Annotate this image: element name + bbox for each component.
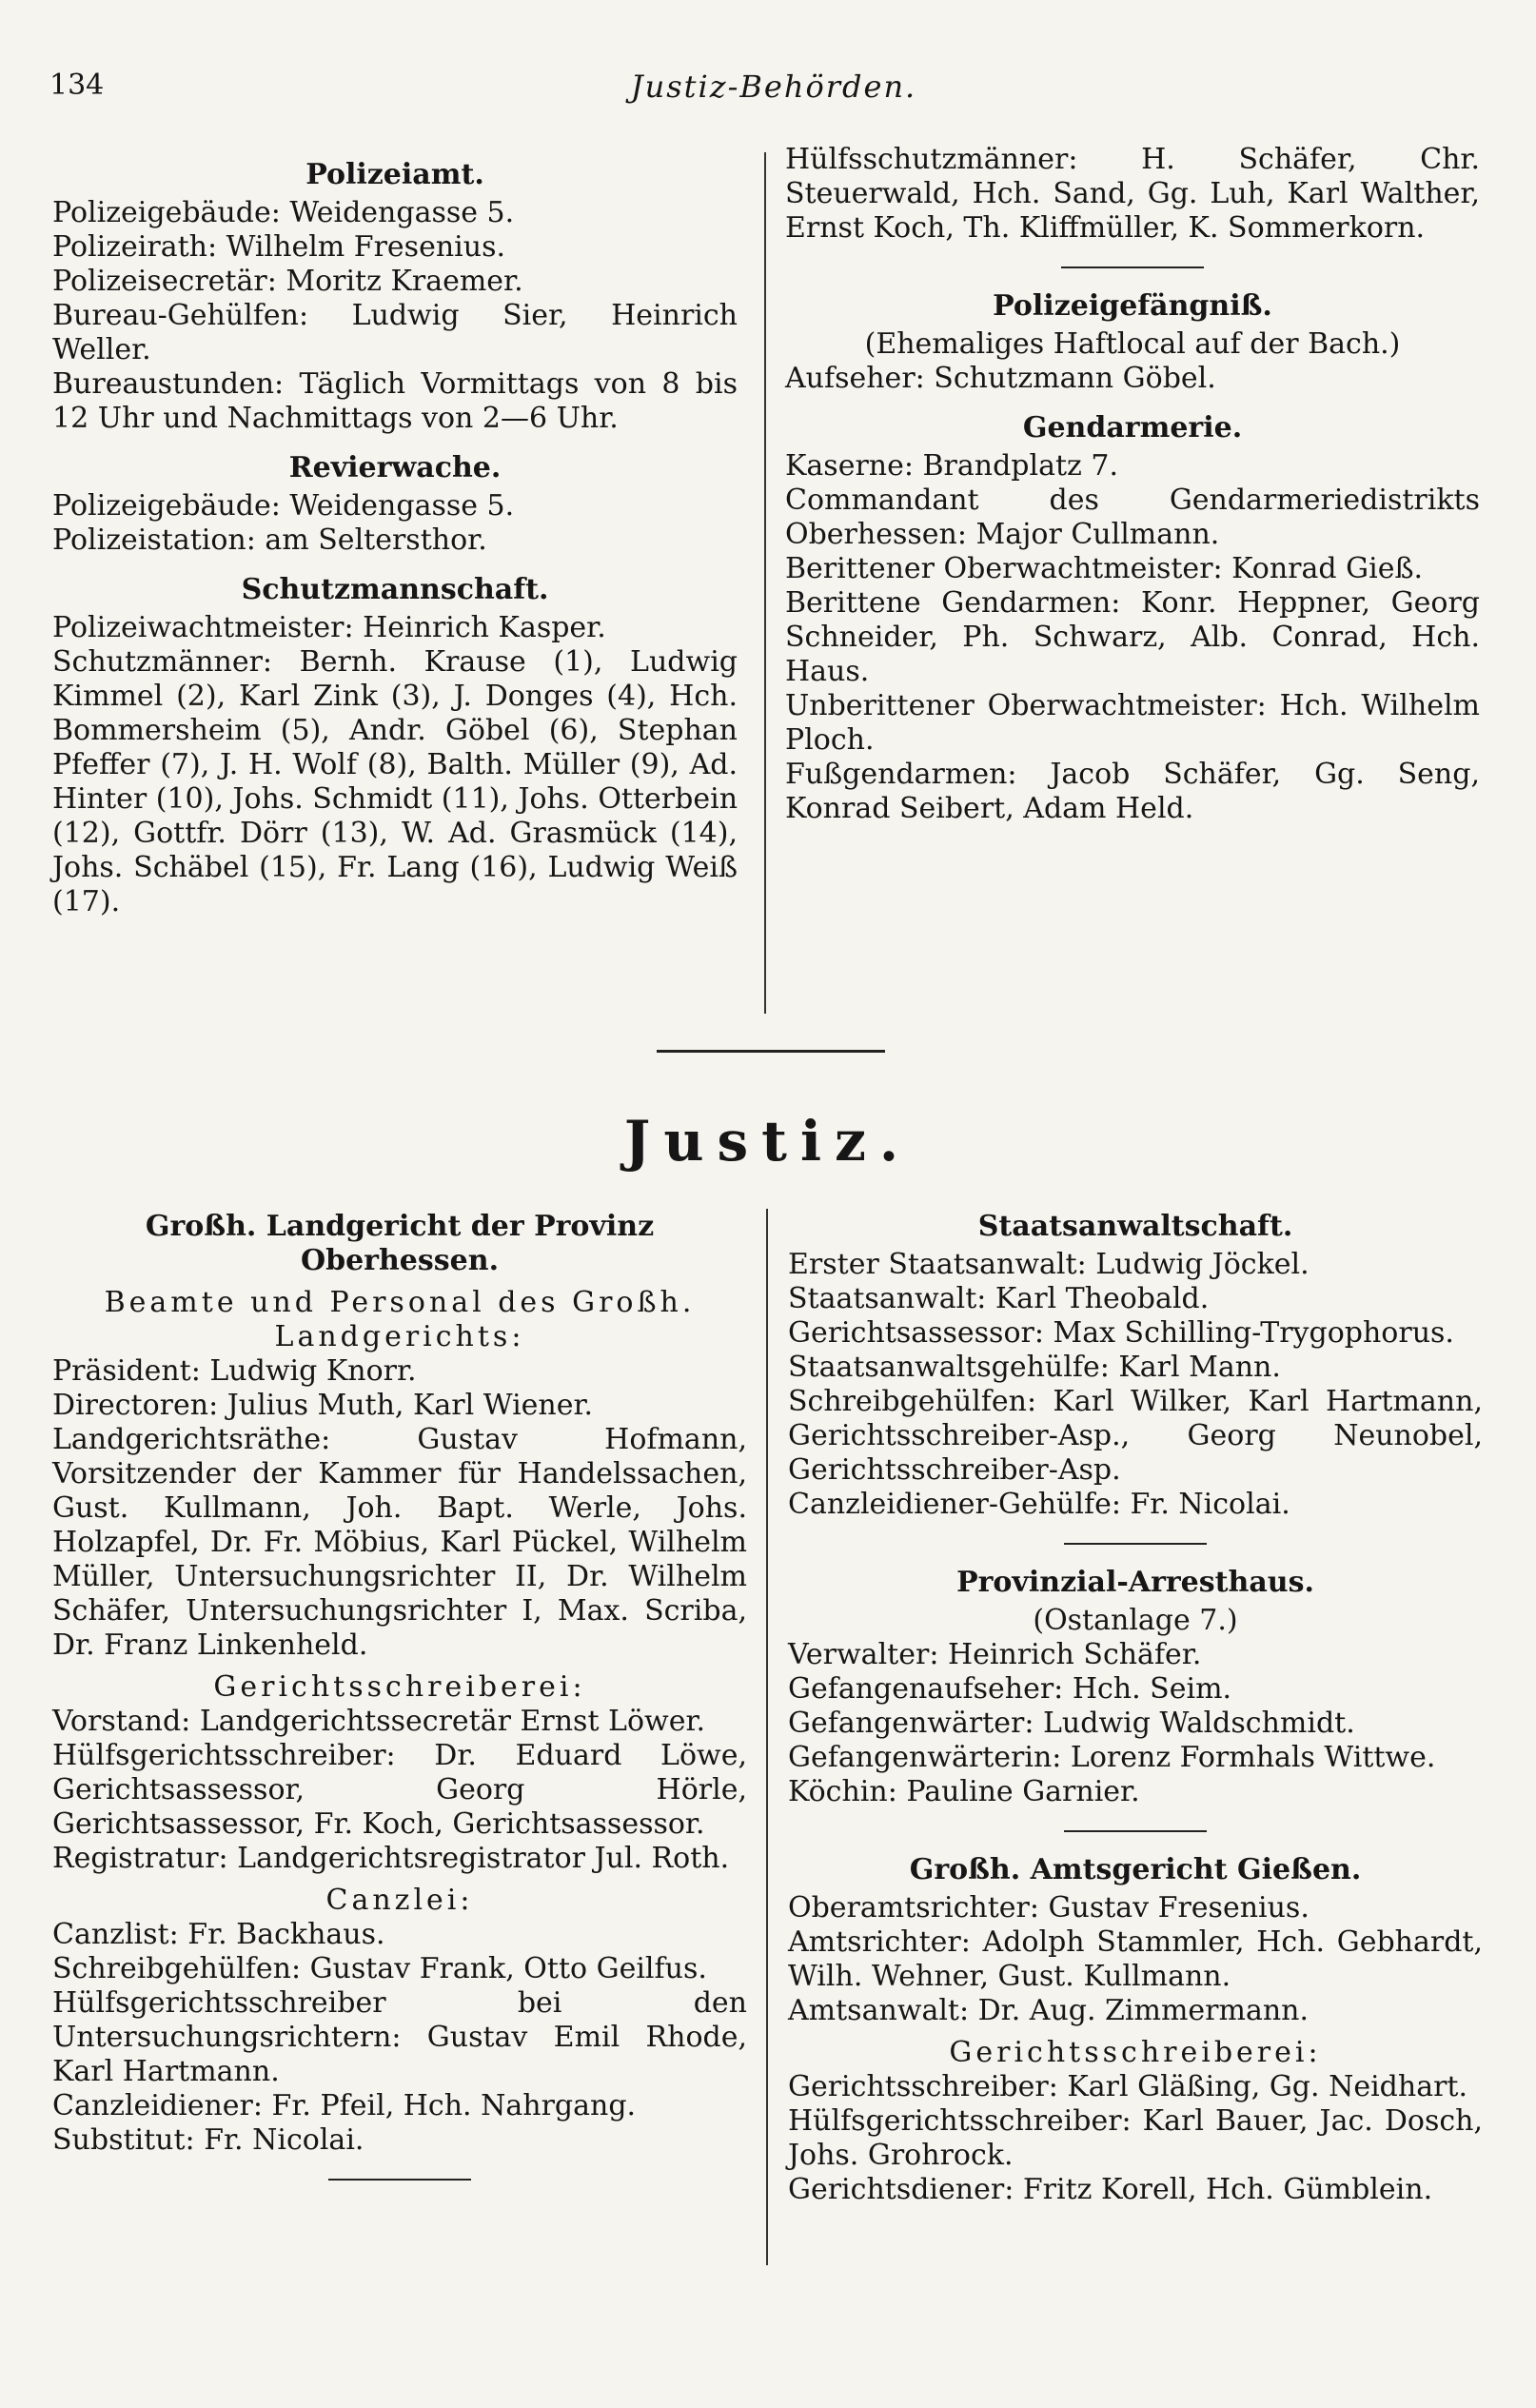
centered-note: (Ehemaliges Haftlocal auf der Bach.) — [864, 327, 1401, 361]
entry-line: Polizeisecretär: Moritz Kraemer. — [52, 265, 523, 298]
entry-line: Polizeistation: am Seltersthor. — [52, 523, 487, 557]
entry-line: Amtsrichter: Adolph Stammler, Hch. Gebhardt, Wilh. Wehner, Gust. Kullmann. — [788, 1925, 1483, 1993]
entry-line: Polizeigebäude: Weidengasse 5. — [52, 196, 515, 229]
entry-line: Hülfsschutzmänner: H. Schäfer, Chr. Steuerwald, Hch. Sand, Gg. Luh, Karl Walther, Ernst Koch, Th. Kliffmüller, K. Sommerkorn. — [785, 143, 1480, 245]
left-column-top — [52, 143, 738, 919]
entry-line: Präsident: Ludwig Knorr. — [52, 1354, 417, 1388]
entry-line: Gefangenwärterin: Lorenz Formhals Wittwe. — [788, 1741, 1436, 1774]
running-title: Justiz-Behörden. — [630, 69, 917, 105]
section-heading: Provinzial-Arresthaus. — [956, 1566, 1314, 1599]
left-column-bottom — [52, 1194, 747, 2201]
entry-line: Hülfsgerichtsschreiber: Karl Bauer, Jac. Dosch, Johs. Grohrock. — [788, 2104, 1483, 2172]
column-divider-top — [764, 152, 766, 1014]
entry-line: Aufseher: Schutzmann Göbel. — [785, 362, 1216, 395]
separator-rule — [328, 2179, 471, 2181]
entry-line: Landgerichtsräthe: Gustav Hofmann, Vorsitzender der Kammer für Handelssachen, Gust. Kullmann, Joh. Bapt. Werle, Johs. Holzapfel, Dr. Fr. Möbius, Karl Pückel, Wilhelm Müller, Untersuchungsrichter II, Dr. Wilhelm Schäfer, Untersuchungsrichter I, Max. Scriba, Dr. Franz Linkenheld. — [52, 1423, 747, 1662]
section-rule — [657, 1050, 885, 1053]
entry-line: Vorstand: Landgerichtssecretär Ernst Löwer. — [52, 1705, 706, 1738]
entry-line: Oberamtsrichter: Gustav Fresenius. — [788, 1891, 1310, 1924]
entry-line: Fußgendarmen: Jacob Schäfer, Gg. Seng, Konrad Seibert, Adam Held. — [785, 758, 1480, 825]
entry-line: Substitut: Fr. Nicolai. — [52, 2123, 364, 2157]
section-heading: Polizeiamt. — [305, 158, 484, 191]
entry-line: Polizeirath: Wilhelm Fresenius. — [52, 230, 506, 264]
section-heading: Großh. Amtsgericht Gießen. — [909, 1853, 1362, 1886]
entry-line: Schreibgehülfen: Karl Wilker, Karl Hartmann, Gerichtsschreiber-Asp., Georg Neunobel, Gerichtsschreiber-Asp. — [788, 1385, 1483, 1487]
entry-line: Köchin: Pauline Garnier. — [788, 1775, 1140, 1808]
entry-line: Registratur: Landgerichtsregistrator Jul. Roth. — [52, 1842, 730, 1875]
subheading: Beamte und Personal des Großh. Landgerichts: — [104, 1286, 696, 1353]
entry-line: Gerichtsassessor: Max Schilling-Trygophorus. — [788, 1316, 1454, 1350]
entry-line: Berittener Oberwachtmeister: Konrad Gieß. — [785, 552, 1424, 585]
subheading: Canzlei: — [325, 1884, 474, 1917]
centered-note: (Ostanlage 7.) — [1033, 1604, 1238, 1637]
subheading: Gerichtsschreiberei: — [213, 1670, 586, 1704]
section-heading: Revierwache. — [288, 451, 502, 484]
entry-line: Schreibgehülfen: Gustav Frank, Otto Geilfus. — [52, 1952, 707, 1985]
entry-line: Hülfsgerichtsschreiber: Dr. Eduard Löwe, Gerichtsassessor, Georg Hörle, Gerichtsassessor, Fr. Koch, Gerichtsassessor. — [52, 1739, 747, 1841]
entry-line: Staatsanwalt: Karl Theobald. — [788, 1282, 1210, 1315]
section-heading: Großh. Landgericht der Provinz Oberhessen. — [145, 1210, 655, 1277]
entry-line: Canzleidiener: Fr. Pfeil, Hch. Nahrgang. — [52, 2089, 637, 2122]
page-header — [49, 69, 1498, 116]
entry-line: Commandant des Gendarmeriedistrikts Oberhessen: Major Cullmann. — [785, 484, 1480, 551]
entry-line: Hülfsgerichtsschreiber bei den Untersuchungsrichtern: Gustav Emil Rhode, Karl Hartmann. — [52, 1986, 747, 2088]
section-heading: Gendarmerie. — [1022, 411, 1243, 444]
entry-line: Gefangenaufseher: Hch. Seim. — [788, 1672, 1232, 1706]
separator-rule — [1061, 266, 1204, 268]
entry-line: Gerichtsdiener: Fritz Korell, Hch. Gümblein. — [788, 2173, 1433, 2206]
subheading: Gerichtsschreiberei: — [949, 2036, 1322, 2069]
section-title: Justiz. — [623, 1109, 913, 1174]
entry-line: Staatsanwaltsgehülfe: Karl Mann. — [788, 1351, 1281, 1384]
entry-line: Schutzmänner: Bernh. Krause (1), Ludwig Kimmel (2), Karl Zink (3), J. Donges (4), Hch. Bommersheim (5), Andr. Göbel (6), Stephan Pfeffer (7), J. H. Wolf (8), Balth. Müller (9), Ad. Hinter (10), Johs. Schmidt (11), Johs. Otterbein (12), Gottfr. Dörr (13), W. Ad. Grasmück (14), Johs. Schäbel (15), Fr. Lang (16), Ludwig Weiß (17). — [52, 645, 738, 918]
entry-line: Canzlist: Fr. Backhaus. — [52, 1918, 385, 1951]
page-number: 134 — [49, 69, 105, 102]
entry-line: Verwalter: Heinrich Schäfer. — [788, 1638, 1202, 1671]
entry-line: Directoren: Julius Muth, Karl Wiener. — [52, 1389, 594, 1422]
entry-line: Unberittener Oberwachtmeister: Hch. Wilhelm Ploch. — [785, 689, 1480, 757]
entry-line: Erster Staatsanwalt: Ludwig Jöckel. — [788, 1248, 1310, 1281]
separator-rule — [1064, 1830, 1207, 1832]
entry-line: Bureaustunden: Täglich Vormittags von 8 bis 12 Uhr und Nachmittags von 2—6 Uhr. — [52, 367, 738, 435]
entry-line: Gerichtsschreiber: Karl Gläßing, Gg. Neidhart. — [788, 2070, 1468, 2103]
separator-rule — [1064, 1543, 1207, 1545]
entry-line: Polizeiwachtmeister: Heinrich Kasper. — [52, 611, 606, 644]
entry-line: Kaserne: Brandplatz 7. — [785, 449, 1119, 483]
entry-line: Gefangenwärter: Ludwig Waldschmidt. — [788, 1707, 1355, 1740]
column-divider-bottom — [766, 1209, 768, 2265]
section-heading: Polizeigefängniß. — [993, 289, 1272, 323]
entry-line: Amtsanwalt: Dr. Aug. Zimmermann. — [788, 1994, 1310, 2027]
section-heading: Staatsanwaltschaft. — [977, 1210, 1293, 1243]
right-column-bottom — [788, 1194, 1483, 2207]
right-column-top — [785, 143, 1480, 826]
entry-line: Canzleidiener-Gehülfe: Fr. Nicolai. — [788, 1488, 1290, 1521]
entry-line: Berittene Gendarmen: Konr. Heppner, Georg Schneider, Ph. Schwarz, Alb. Conrad, Hch. Haus. — [785, 586, 1480, 688]
section-heading: Schutzmannschaft. — [241, 573, 549, 606]
entry-line: Polizeigebäude: Weidengasse 5. — [52, 489, 515, 523]
entry-line: Bureau-Gehülfen: Ludwig Sier, Heinrich Weller. — [52, 299, 738, 366]
